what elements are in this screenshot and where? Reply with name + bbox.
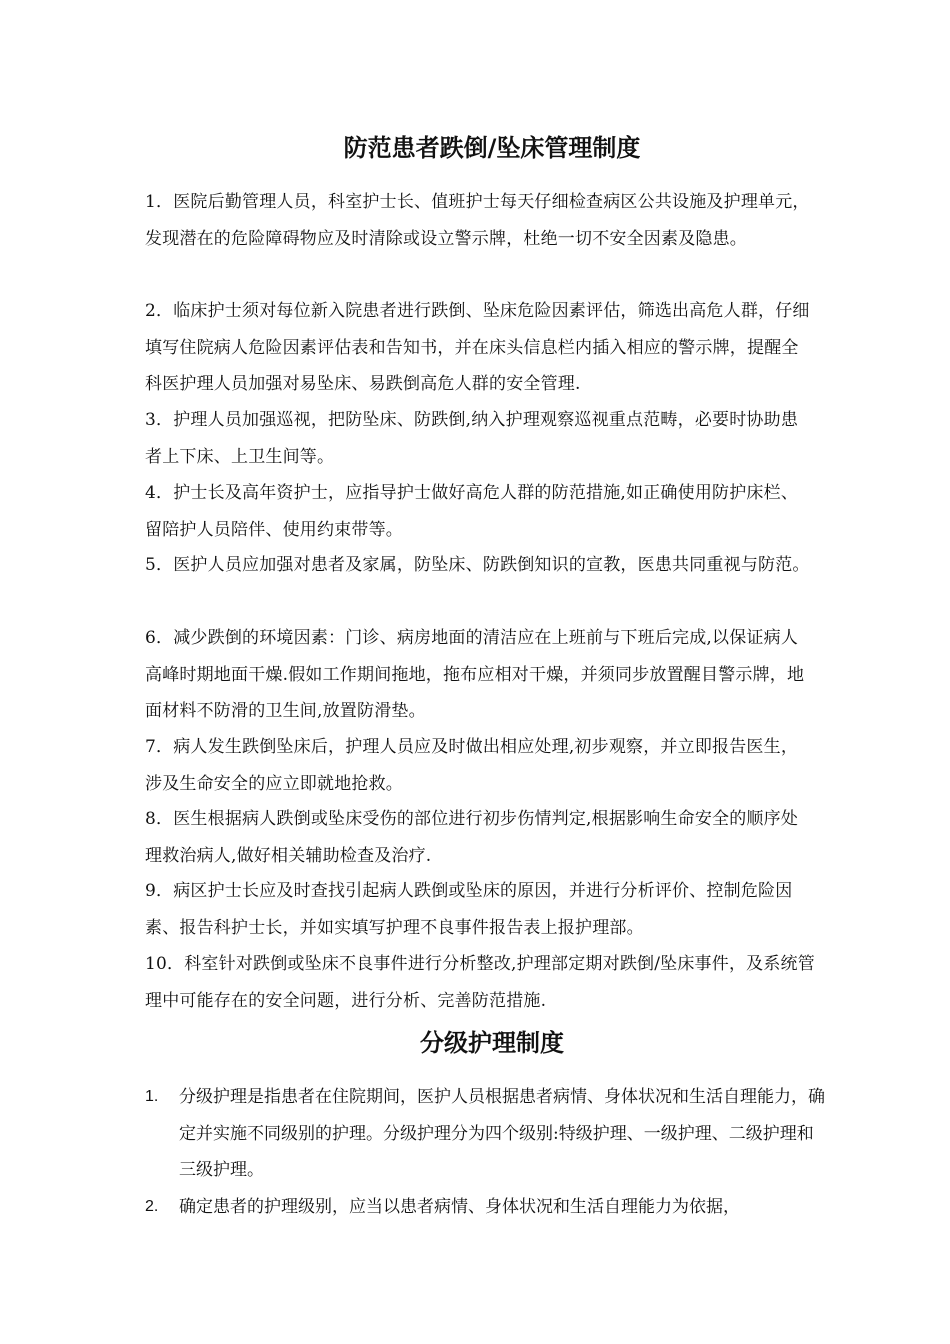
list-item-number: 1.	[145, 1088, 159, 1105]
paragraph-8: 8．医生根据病人跌倒或坠床受伤的部位进行初步伤情判定,根据影响生命安全的顺序处理救治病人,做好相关辅助检查及治疗.	[145, 809, 799, 866]
paragraph-3: 3．护理人员加强巡视，把防坠床、防跌倒,纳入护理观察巡视重点范畴，必要时协助患者上下床、上卫生间等。	[145, 410, 799, 467]
list-item	[145, 1079, 825, 1189]
graded-nursing-list	[145, 1079, 825, 1225]
paragraph-6: 6．减少跌倒的环境因素：门诊、病房地面的清洁应在上班前与下班后完成,以保证病人高峰时期地面干燥.假如工作期间拖地，拖布应相对干燥，并须同步放置醒目警示牌，地面材料不防滑的卫生间,放置防滑垫。	[145, 628, 805, 721]
paragraph-10: 10．科室针对跌倒或坠床不良事件进行分析整改,护理部定期对跌倒/坠床事件，及系统管理中可能存在的安全问题，进行分析、完善防范措施.	[145, 954, 815, 1011]
list-item-number: 2.	[145, 1197, 159, 1215]
paragraph-9: 9．病区护士长应及时查找引起病人跌倒或坠床的原因，并进行分析评价、控制危险因素、报告科护士长，并如实填写护理不良事件报告表上报护理部。	[145, 881, 793, 938]
paragraph-1: 1．医院后勤管理人员，科室护士长、值班护士每天仔细检查病区公共设施及护理单元，发现潜在的危险障碍物应及时清除或设立警示牌，杜绝一切不安全因素及隐患。	[145, 192, 810, 249]
list-item	[145, 1189, 825, 1226]
paragraph-7: 7．病人发生跌倒坠床后，护理人员应及时做出相应处理,初步观察，并立即报告医生，涉及生命安全的应立即就地抢救。	[145, 737, 799, 794]
paragraph-4: 4．护士长及高年资护士，应指导护士做好高危人群的防范措施,如正确使用防护床栏、留陪护人员陪伴、使用约束带等。	[145, 483, 799, 540]
section-title-graded-nursing: 分级护理制度	[420, 1029, 564, 1057]
section-title-fall-prevention: 防范患者跌倒/坠床管理制度	[343, 134, 641, 162]
paragraph-5: 5．医护人员应加强对患者及家属，防坠床、防跌倒知识的宣教，医患共同重视与防范。	[145, 555, 810, 575]
list-item-text: 分级护理是指患者在住院期间，医护人员根据患者病情、身体状况和生活自理能力，确定并实施不同级别的护理。分级护理分为四个级别:特级护理、一级护理、二级护理和三级护理。	[179, 1087, 825, 1180]
paragraph-2: 2．临床护士须对每位新入院患者进行跌倒、坠床危险因素评估，筛选出高危人群，仔细填写住院病人危险因素评估表和告知书，并在床头信息栏内插入相应的警示牌，提醒全科医护理人员加强对易坠床、易跌倒高危人群的安全管理.	[145, 301, 810, 394]
list-item-text: 确定患者的护理级别，应当以患者病情、身体状况和生活自理能力为依据，	[179, 1196, 740, 1217]
